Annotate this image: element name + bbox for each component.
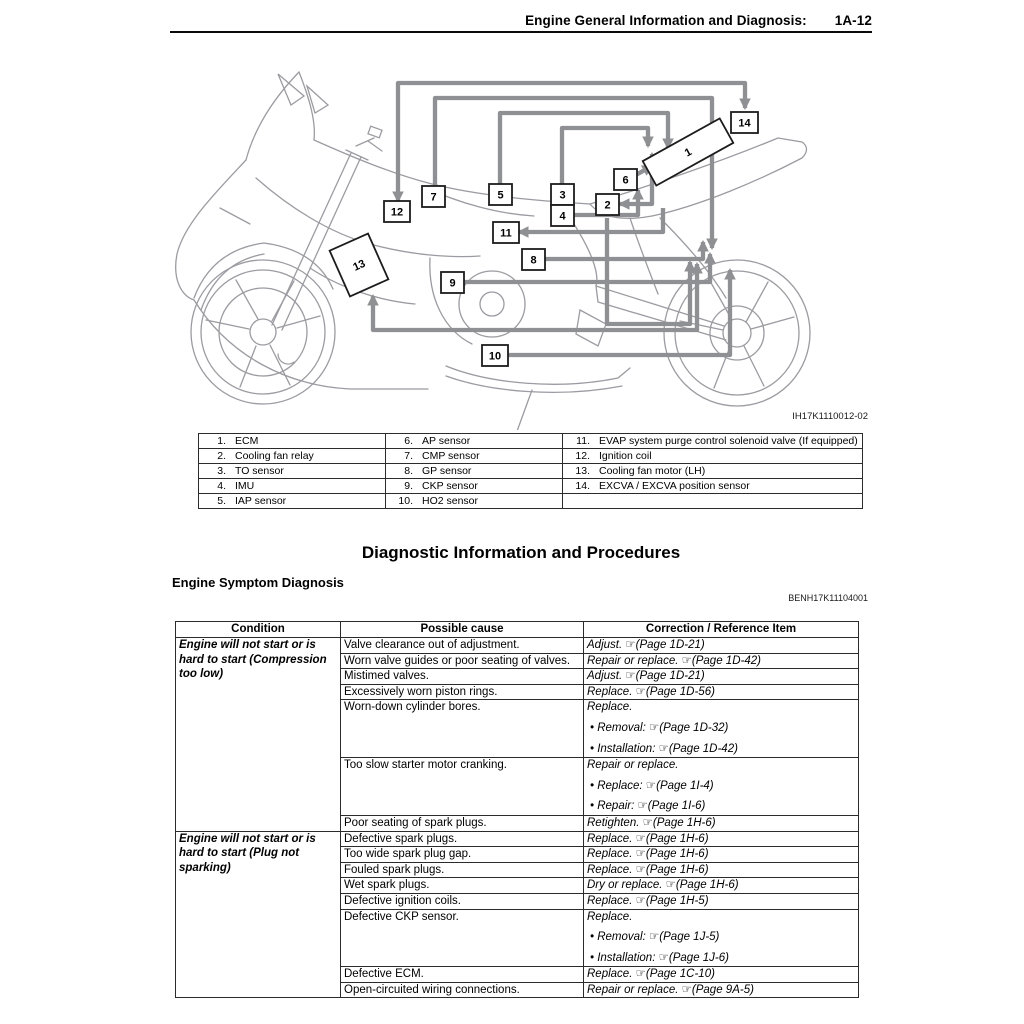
header-rule	[170, 31, 872, 33]
symptom-diagnosis-table	[175, 621, 859, 998]
page-number: 1A-12	[834, 13, 872, 28]
correction-cell: Replace. ☞(Page 1D-56)	[584, 684, 859, 700]
condition-cell: Engine will not start or is hard to start (Compression too low)	[176, 638, 341, 832]
cause-cell: Defective spark plugs.	[341, 831, 584, 847]
callout-box-3	[551, 184, 574, 205]
correction-cell: Replace. ☞(Page 1H-6)	[584, 831, 859, 847]
legend-cell: 7. CMP sensor	[386, 449, 563, 464]
callout-box-7	[422, 186, 445, 207]
legend-cell	[563, 494, 863, 509]
page-header-title: Engine General Information and Diagnosis:	[525, 13, 807, 28]
correction-cell: Dry or replace. ☞(Page 1H-6)	[584, 878, 859, 894]
leader-line-11	[519, 208, 663, 232]
legend-cell: 10. HO2 sensor	[386, 494, 563, 509]
callout-box-13	[330, 234, 389, 297]
legend-cell: 4. IMU	[199, 479, 386, 494]
callout-box-2	[596, 194, 619, 215]
figure-code: IH17K1110012-02	[792, 411, 868, 422]
cause-cell: Mistimed valves.	[341, 669, 584, 685]
svg-text:9: 9	[449, 277, 456, 290]
svg-text:7: 7	[430, 191, 437, 204]
correction-cell: Replace. ☞(Page 1H-5)	[584, 893, 859, 909]
cause-cell: Defective ignition coils.	[341, 893, 584, 909]
condition-cell: Engine will not start or is hard to start (Plug not sparking)	[176, 831, 341, 998]
legend-cell: 6. AP sensor	[386, 434, 563, 449]
correction-cell: Adjust. ☞(Page 1D-21)	[584, 638, 859, 654]
section-title: Diagnostic Information and Procedures	[361, 543, 681, 562]
section-subtitle: Engine Symptom Diagnosis	[172, 575, 344, 590]
col-header-condition: Condition	[176, 622, 341, 638]
legend-cell: 3. TO sensor	[199, 464, 386, 479]
col-header-cause: Possible cause	[341, 622, 584, 638]
callout-box-11	[493, 222, 519, 243]
correction-cell: Retighten. ☞(Page 1H-6)	[584, 815, 859, 831]
svg-text:5: 5	[497, 189, 504, 202]
cause-cell: Too slow starter motor cranking.	[341, 758, 584, 816]
cause-cell: Fouled spark plugs.	[341, 862, 584, 878]
cause-cell: Defective ECM.	[341, 967, 584, 983]
legend-row	[199, 479, 863, 494]
callout-box-8	[522, 249, 545, 270]
correction-cell: Repair or replace. • Replace: ☞(Page 1I-4) • Repair: ☞(Page 1I-6)	[584, 758, 859, 816]
cause-cell: Valve clearance out of adjustment.	[341, 638, 584, 654]
svg-text:6: 6	[622, 174, 629, 187]
svg-text:14: 14	[738, 117, 751, 130]
leader-line-13	[373, 264, 697, 330]
legend-row	[199, 449, 863, 464]
table-header-row	[176, 622, 859, 638]
cause-cell: Too wide spark plug gap.	[341, 847, 584, 863]
svg-text:12: 12	[390, 206, 404, 219]
legend-row	[199, 434, 863, 449]
callout-box-12	[384, 201, 410, 222]
callout-box-4	[551, 205, 574, 226]
component-location-diagram	[160, 58, 864, 430]
legend-cell: 8. GP sensor	[386, 464, 563, 479]
cause-cell: Open-circuited wiring connections.	[341, 982, 584, 998]
table-row	[176, 638, 859, 654]
cause-cell: Worn valve guides or poor seating of valves.	[341, 653, 584, 669]
leader-line-8	[544, 242, 703, 259]
svg-text:2: 2	[604, 199, 611, 212]
callout-box-10	[482, 345, 508, 366]
correction-cell: Replace. • Removal: ☞(Page 1D-32) • Installation: ☞(Page 1D-42)	[584, 700, 859, 758]
svg-text:1: 1	[682, 146, 694, 160]
callout-box-14	[731, 112, 758, 133]
page-header	[170, 13, 872, 28]
callout-box-5	[489, 184, 512, 205]
callout-box-1	[643, 118, 734, 185]
svg-text:8: 8	[530, 254, 537, 267]
legend-cell: 1. ECM	[199, 434, 386, 449]
legend-cell: 12. Ignition coil	[563, 449, 863, 464]
correction-cell: Replace. ☞(Page 1H-6)	[584, 847, 859, 863]
callout-box-9	[441, 272, 464, 293]
legend-row	[199, 494, 863, 509]
legend-cell: 13. Cooling fan motor (LH)	[563, 464, 863, 479]
svg-text:13: 13	[351, 257, 368, 274]
correction-cell: Adjust. ☞(Page 1D-21)	[584, 669, 859, 685]
svg-text:10: 10	[488, 350, 502, 363]
legend-table	[198, 433, 863, 509]
legend-cell: 5. IAP sensor	[199, 494, 386, 509]
correction-cell: Replace. ☞(Page 1H-6)	[584, 862, 859, 878]
legend-cell: 9. CKP sensor	[386, 479, 563, 494]
document-code: BENH17K11104001	[788, 593, 868, 603]
legend-cell: 2. Cooling fan relay	[199, 449, 386, 464]
svg-text:3: 3	[559, 189, 566, 202]
correction-cell: Repair or replace. ☞(Page 9A-5)	[584, 982, 859, 998]
table-row	[176, 831, 859, 847]
correction-cell: Replace. ☞(Page 1C-10)	[584, 967, 859, 983]
cause-cell: Wet spark plugs.	[341, 878, 584, 894]
col-header-correction: Correction / Reference Item	[584, 622, 859, 638]
cause-cell: Poor seating of spark plugs.	[341, 815, 584, 831]
svg-text:4: 4	[559, 210, 566, 223]
cause-cell: Worn-down cylinder bores.	[341, 700, 584, 758]
callout-box-6	[614, 169, 637, 190]
legend-cell: 11. EVAP system purge control solenoid valve (If equipped)	[563, 434, 863, 449]
legend-row	[199, 464, 863, 479]
cause-cell: Defective CKP sensor.	[341, 909, 584, 967]
correction-cell: Replace. • Removal: ☞(Page 1J-5) • Installation: ☞(Page 1J-6)	[584, 909, 859, 967]
svg-text:11: 11	[500, 227, 512, 240]
correction-cell: Repair or replace. ☞(Page 1D-42)	[584, 653, 859, 669]
legend-cell: 14. EXCVA / EXCVA position sensor	[563, 479, 863, 494]
cause-cell: Excessively worn piston rings.	[341, 684, 584, 700]
